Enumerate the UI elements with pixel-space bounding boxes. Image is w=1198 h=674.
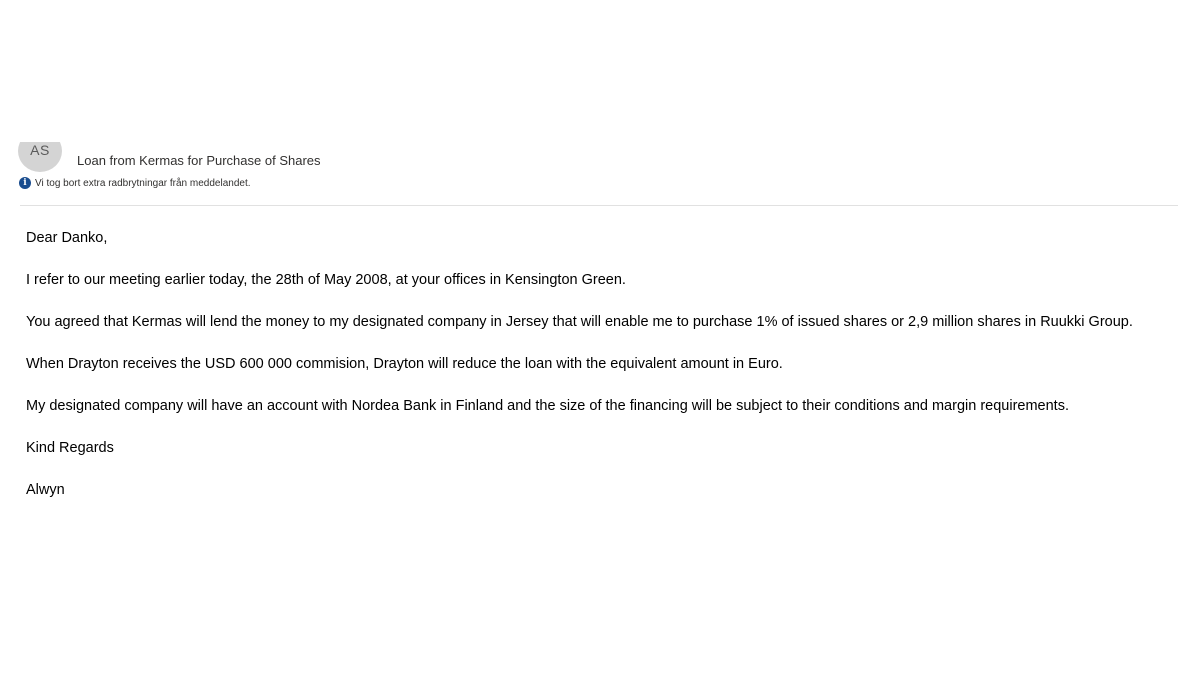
email-header bbox=[0, 0, 1198, 206]
body-paragraph: When Drayton receives the USD 600 000 commision, Drayton will reduce the loan with the equivalent amount in Euro. bbox=[26, 356, 783, 372]
body-paragraph: My designated company will have an account with Nordea Bank in Finland and the size of the financing will be subject to their conditions and margin requirements. bbox=[26, 398, 1069, 414]
body-paragraph-closing: Kind Regards bbox=[26, 440, 114, 456]
body-paragraph: I refer to our meeting earlier today, the 28th of May 2008, at your offices in Kensington Green. bbox=[26, 272, 626, 288]
info-icon: i bbox=[19, 177, 31, 189]
email-subject: Loan from Kermas for Purchase of Shares bbox=[77, 153, 321, 168]
body-paragraph-greeting: Dear Danko, bbox=[26, 230, 108, 246]
email-body bbox=[26, 226, 1186, 520]
header-crop bbox=[0, 0, 1198, 142]
header-divider bbox=[20, 205, 1178, 206]
info-notice-text: Vi tog bort extra radbrytningar från meddelandet. bbox=[35, 177, 251, 189]
avatar-initials: AS bbox=[30, 142, 50, 158]
body-paragraph-signature: Alwyn bbox=[26, 482, 65, 498]
body-paragraph: You agreed that Kermas will lend the money to my designated company in Jersey that will enable me to purchase 1% of issued shares or 2,9 million shares in Ruukki Group. bbox=[26, 314, 1133, 330]
info-notice bbox=[19, 176, 251, 190]
